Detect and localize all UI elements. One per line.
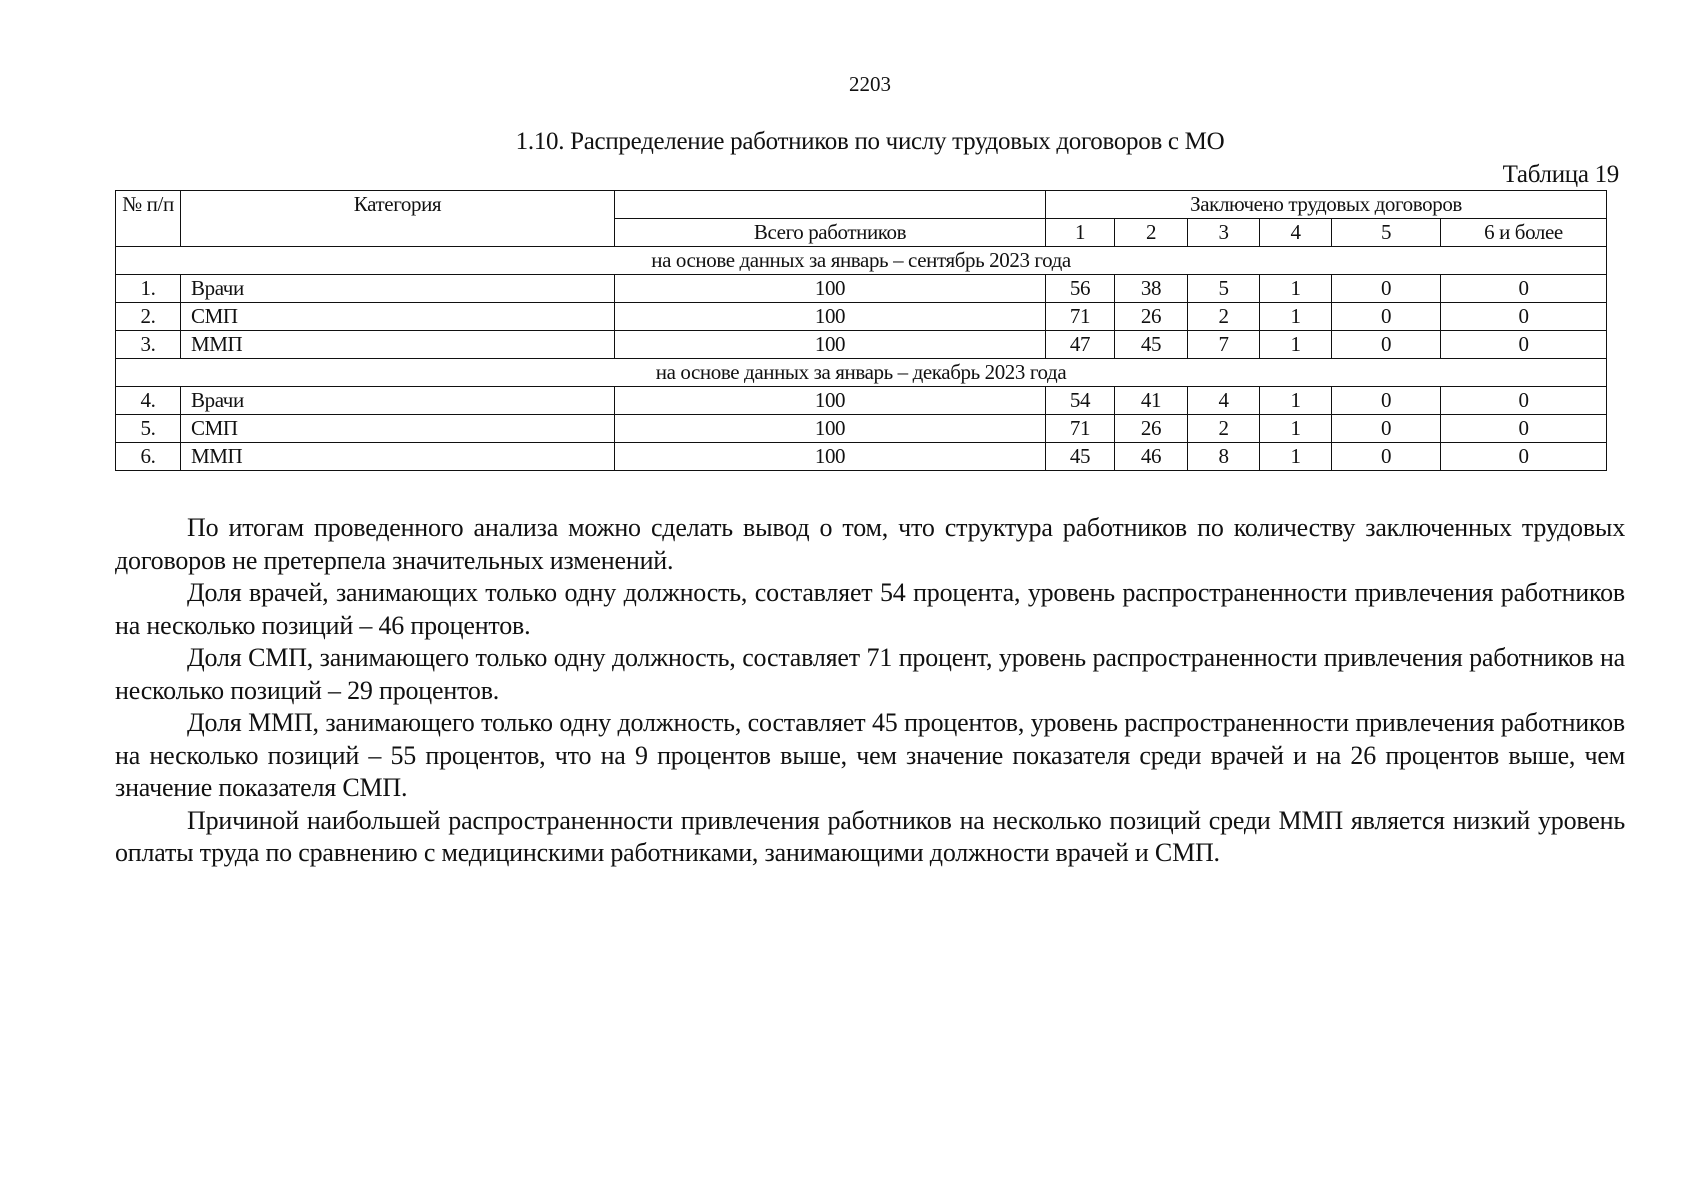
contracts-table — [115, 190, 1607, 471]
row-value: 0 — [1332, 331, 1441, 359]
row-value: 0 — [1332, 303, 1441, 331]
row-num: 6. — [116, 443, 181, 471]
row-value: 5 — [1188, 275, 1260, 303]
row-value: 0 — [1441, 443, 1607, 471]
conclusion-text — [115, 512, 1625, 870]
paragraph: Причиной наибольшей распространенности привлечения работников на несколько позиций среди ММП является низкий уровень оплаты труда по сравнению с медицинскими работниками, занимающими должности врачей и СМП. — [115, 805, 1625, 867]
paragraph: Доля СМП, занимающего только одну должность, составляет 71 процент, уровень распространенности привлечения работников на несколько позиций – 29 процентов. — [115, 643, 1625, 705]
header-total: Всего работников — [615, 219, 1046, 247]
row-category: Врачи — [181, 387, 615, 415]
row-value: 1 — [1260, 443, 1332, 471]
table-row — [116, 331, 1607, 359]
row-value: 47 — [1046, 331, 1115, 359]
row-value: 1 — [1260, 303, 1332, 331]
row-value: 0 — [1332, 275, 1441, 303]
table-header-row-1 — [116, 191, 1607, 219]
table-row — [116, 443, 1607, 471]
row-value: 0 — [1332, 415, 1441, 443]
row-total: 100 — [615, 303, 1046, 331]
row-total: 100 — [615, 443, 1046, 471]
paragraph: Доля врачей, занимающих только одну должность, составляет 54 процента, уровень распространенности привлечения работников на несколько позиций – 46 процентов. — [115, 578, 1625, 640]
row-value: 1 — [1260, 415, 1332, 443]
period-label: на основе данных за январь – декабрь 2023 года — [116, 359, 1607, 387]
row-value: 4 — [1188, 387, 1260, 415]
row-value: 0 — [1441, 303, 1607, 331]
header-contracts-group: Заключено трудовых договоров — [1046, 191, 1607, 219]
row-num: 2. — [116, 303, 181, 331]
row-value: 0 — [1441, 275, 1607, 303]
row-value: 45 — [1115, 331, 1188, 359]
header-num: № п/п — [116, 191, 181, 247]
row-value: 8 — [1188, 443, 1260, 471]
row-value: 54 — [1046, 387, 1115, 415]
header-col-4: 4 — [1260, 219, 1332, 247]
table-caption: Таблица 19 — [1502, 161, 1619, 188]
row-value: 0 — [1441, 387, 1607, 415]
row-total: 100 — [615, 415, 1046, 443]
header-category: Категория — [181, 191, 615, 247]
table-row — [116, 303, 1607, 331]
header-col-3: 3 — [1188, 219, 1260, 247]
row-value: 0 — [1441, 331, 1607, 359]
header-col-2: 2 — [1115, 219, 1188, 247]
row-value: 0 — [1441, 415, 1607, 443]
header-col-6: 6 и более — [1441, 219, 1607, 247]
row-value: 0 — [1332, 443, 1441, 471]
row-category: Врачи — [181, 275, 615, 303]
row-value: 45 — [1046, 443, 1115, 471]
row-num: 1. — [116, 275, 181, 303]
table-row — [116, 387, 1607, 415]
table-row — [116, 415, 1607, 443]
row-value: 26 — [1115, 303, 1188, 331]
page-number: 2203 — [849, 72, 891, 96]
row-total: 100 — [615, 275, 1046, 303]
row-num: 3. — [116, 331, 181, 359]
row-value: 56 — [1046, 275, 1115, 303]
row-value: 71 — [1046, 415, 1115, 443]
table-row — [116, 275, 1607, 303]
row-value: 71 — [1046, 303, 1115, 331]
header-col-5: 5 — [1332, 219, 1441, 247]
row-value: 26 — [1115, 415, 1188, 443]
row-total: 100 — [615, 387, 1046, 415]
period-label: на основе данных за январь – сентябрь 2023 года — [116, 247, 1607, 275]
row-category: СМП — [181, 303, 615, 331]
paragraph: Доля ММП, занимающего только одну должность, составляет 45 процентов, уровень распространенности привлечения работников на несколько позиций – 55 процентов, что на 9 процентов выше, чем значение показателя среди врачей и на 26 процентов выше, чем значение показателя СМП. — [115, 708, 1625, 802]
header-blank — [615, 191, 1046, 219]
row-value: 7 — [1188, 331, 1260, 359]
row-value: 41 — [1115, 387, 1188, 415]
row-category: ММП — [181, 331, 615, 359]
row-value: 0 — [1332, 387, 1441, 415]
row-value: 2 — [1188, 303, 1260, 331]
header-col-1: 1 — [1046, 219, 1115, 247]
row-num: 5. — [116, 415, 181, 443]
row-category: СМП — [181, 415, 615, 443]
row-value: 38 — [1115, 275, 1188, 303]
row-category: ММП — [181, 443, 615, 471]
row-value: 2 — [1188, 415, 1260, 443]
section-title: 1.10. Распределение работников по числу трудовых договоров с МО — [515, 128, 1225, 155]
row-value: 1 — [1260, 387, 1332, 415]
paragraph: По итогам проведенного анализа можно сделать вывод о том, что структура работников по количеству заключенных трудовых договоров не претерпела значительных изменений. — [115, 513, 1625, 575]
row-num: 4. — [116, 387, 181, 415]
period-row — [116, 359, 1607, 387]
row-value: 46 — [1115, 443, 1188, 471]
row-value: 1 — [1260, 331, 1332, 359]
row-value: 1 — [1260, 275, 1332, 303]
row-total: 100 — [615, 331, 1046, 359]
period-row — [116, 247, 1607, 275]
